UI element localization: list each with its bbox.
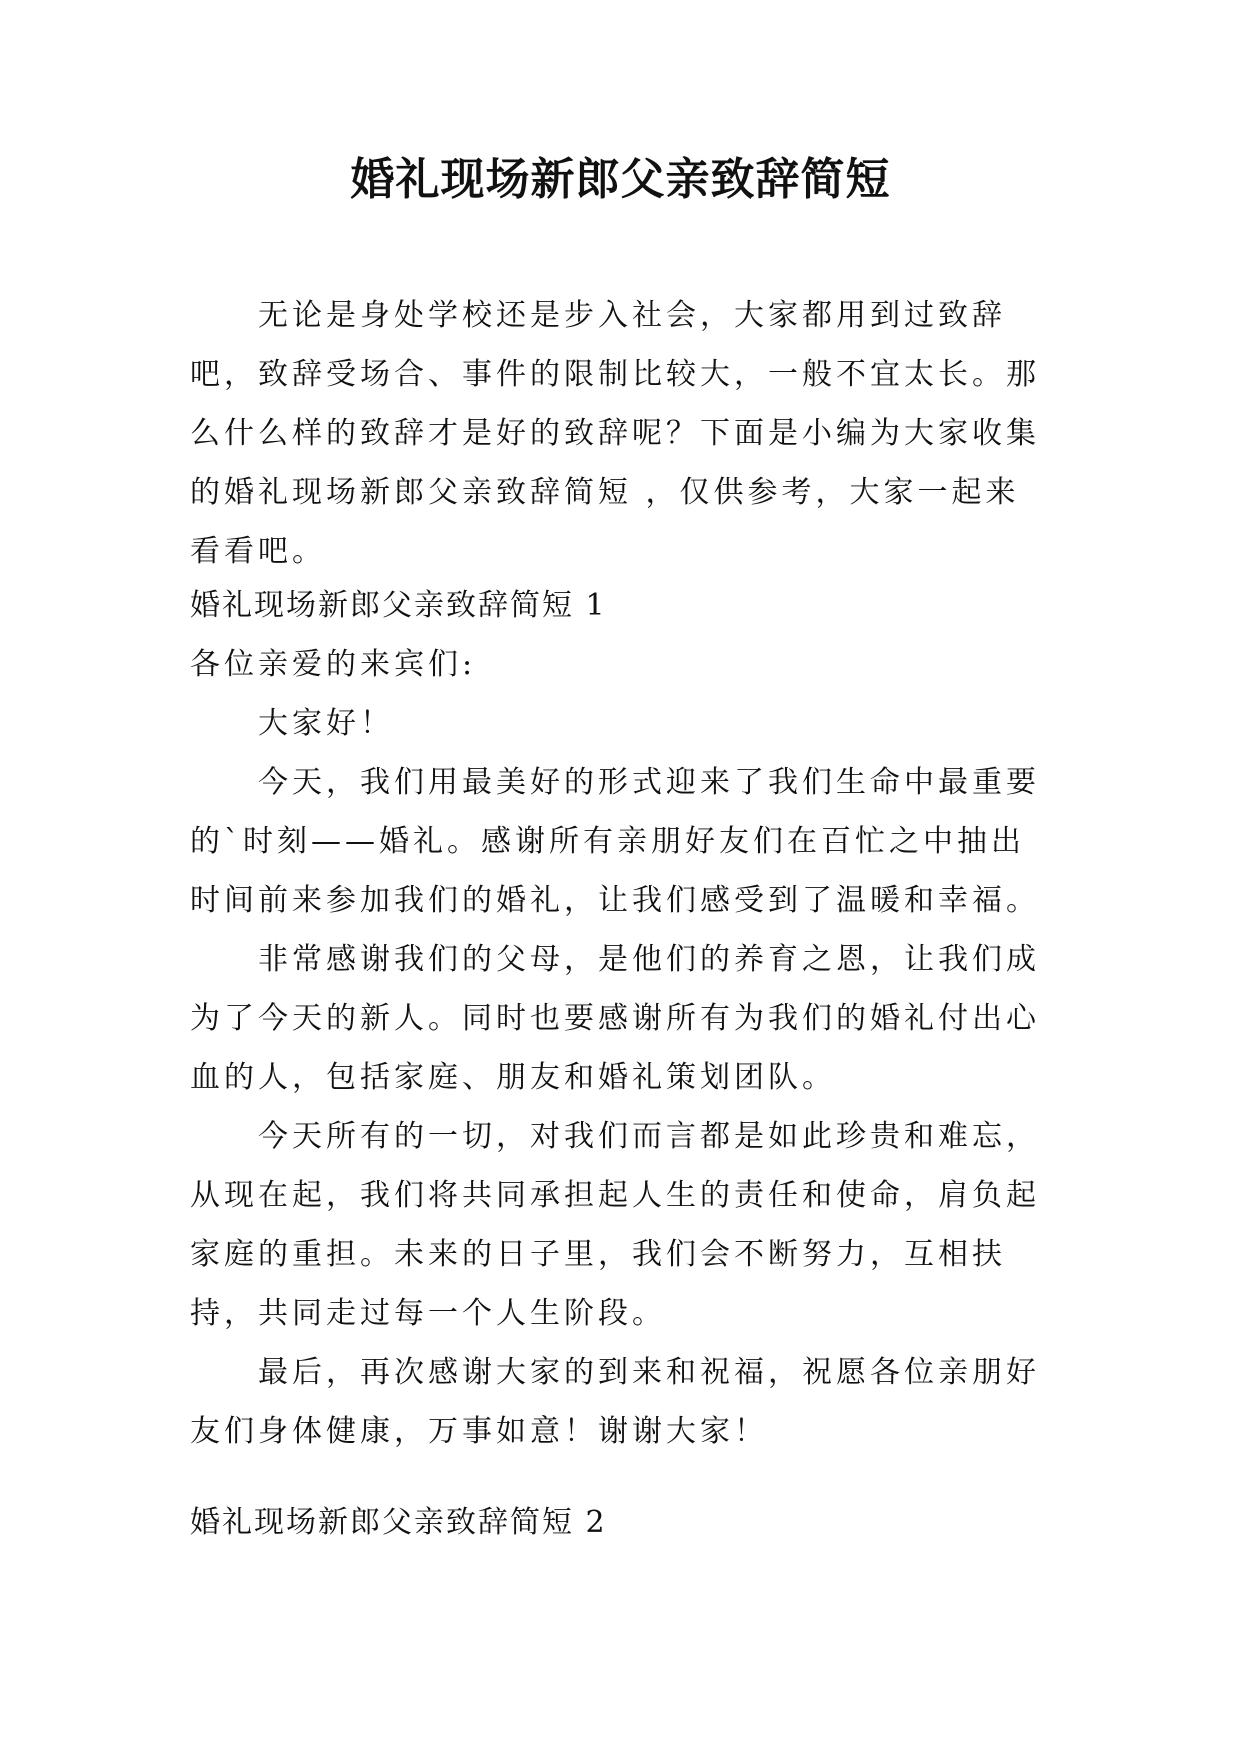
paragraph: 大家好！ xyxy=(258,706,394,741)
paragraph: 今天所有的一切，对我们而言都是如此珍贵和难忘，从现在起，我们将共同承担起人生的责任和使命，肩负起家庭的重担。未来的日子里，我们会不断努力，互相扶持，共同走过每一个人生阶段。 xyxy=(190,1119,1040,1331)
section-1 xyxy=(190,576,1050,1461)
intro-paragraph-block xyxy=(190,286,1050,581)
salutation: 各位亲爱的来宾们: xyxy=(190,647,477,682)
section-heading: 婚礼现场新郎父亲致辞简短 1 xyxy=(190,588,607,623)
section-2 xyxy=(190,1493,1050,1552)
document-title: 婚礼现场新郎父亲致辞简短 xyxy=(350,154,891,205)
intro-paragraph: 无论是身处学校还是步入社会，大家都用到过致辞吧，致辞受场合、事件的限制比较大，一般不宜太长。那么什么样的致辞才是好的致辞呢？下面是小编为大家收集的婚礼现场新郎父亲致辞简短 ，仅供参考，大家一起来看看吧。 xyxy=(190,298,1040,569)
paragraph: 今天，我们用最美好的形式迎来了我们生命中最重要的`时刻——婚礼。感谢所有亲朋好友们在百忙之中抽出时间前来参加我们的婚礼，让我们感受到了温暖和幸福。 xyxy=(190,765,1040,918)
section-heading: 婚礼现场新郎父亲致辞简短 2 xyxy=(190,1505,607,1540)
paragraph: 最后，再次感谢大家的到来和祝福，祝愿各位亲朋好友们身体健康，万事如意！谢谢大家！ xyxy=(190,1355,1040,1449)
paragraph: 非常感谢我们的父母，是他们的养育之恩，让我们成为了今天的新人。同时也要感谢所有为我们的婚礼付出心血的人，包括家庭、朋友和婚礼策划团队。 xyxy=(190,942,1040,1095)
